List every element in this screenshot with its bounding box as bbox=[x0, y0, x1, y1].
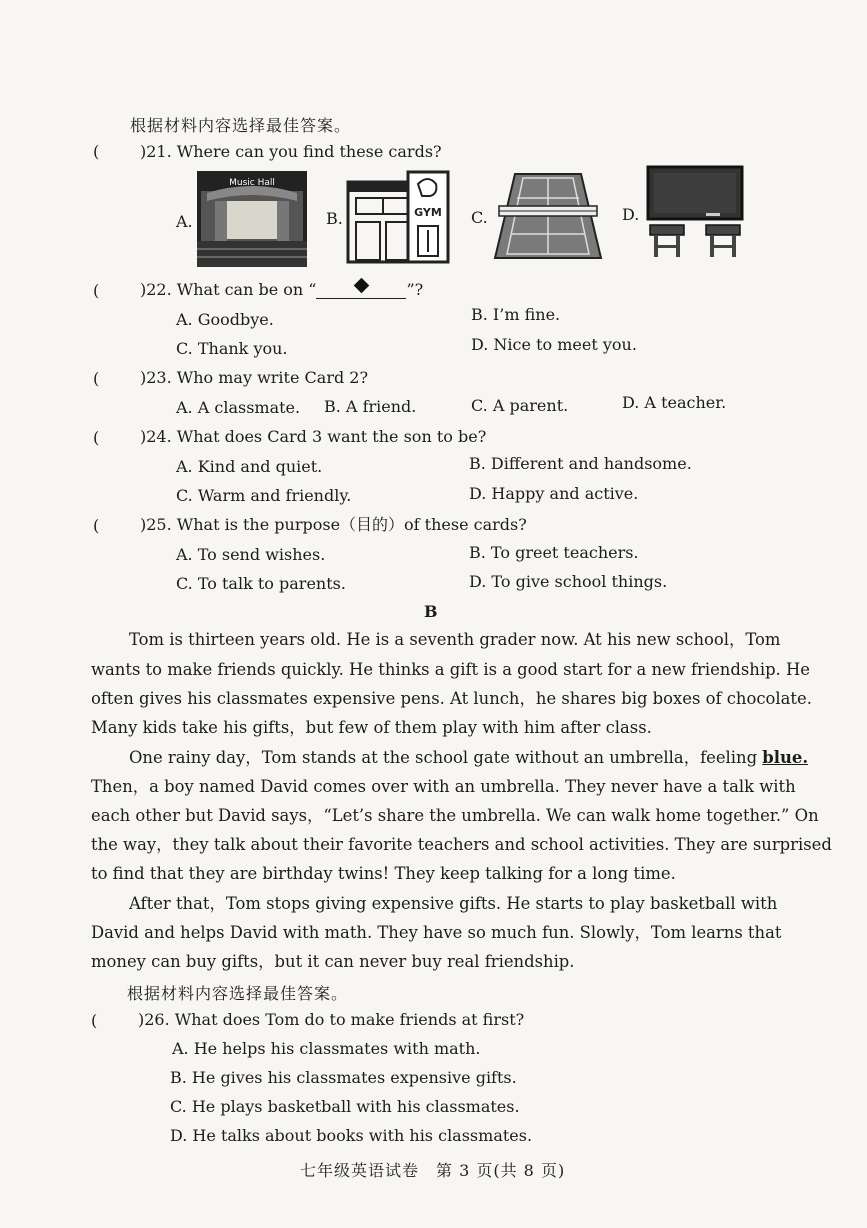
answer-paren-21: ( bbox=[93, 142, 100, 161]
passage-line-4: Many kids take his gifts，but few of them play with him after class. bbox=[91, 718, 652, 737]
q23-option-b: B. A friend. bbox=[324, 397, 417, 416]
music-hall-caption: Music Hall bbox=[229, 178, 275, 188]
q26-option-a: A. He helps his classmates with math. bbox=[172, 1039, 481, 1058]
question-26 bbox=[138, 1010, 524, 1030]
passage-line-7: each other but David says，“Let’s share the umbrella. We can walk home together.” On bbox=[91, 806, 819, 825]
q25-option-b: B. To greet teachers. bbox=[469, 543, 639, 562]
q21-option-b-letter: B. bbox=[326, 209, 343, 228]
q24-number: )24. bbox=[140, 427, 172, 446]
section-b-heading: B bbox=[424, 602, 438, 621]
q22-option-a: A. Goodbye. bbox=[176, 310, 274, 329]
question-21 bbox=[140, 142, 442, 162]
q22-text-before: What can be on “ bbox=[176, 280, 317, 299]
q24-option-a: A. Kind and quiet. bbox=[176, 457, 323, 476]
q22-blank bbox=[316, 278, 406, 299]
q23-text: Who may write Card 2? bbox=[176, 368, 369, 387]
q21-number: )21. bbox=[140, 142, 172, 161]
q25-number: )25. bbox=[140, 515, 172, 534]
q22-text-after: ”? bbox=[406, 280, 424, 299]
q24-text: What does Card 3 want the son to be? bbox=[176, 427, 487, 446]
passage-line-10: After that，Tom stops giving expensive gifts. He starts to play basketball with bbox=[129, 894, 778, 913]
q21-option-d-letter: D. bbox=[622, 205, 640, 224]
music-hall-image bbox=[197, 171, 307, 267]
q22-number: )22. bbox=[140, 280, 172, 299]
q21-text: Where can you find these cards? bbox=[176, 142, 442, 161]
q26-option-d: D. He talks about books with his classmates. bbox=[170, 1126, 533, 1145]
passage-line-2: wants to make friends quickly. He thinks a gift is a good start for a new friendship. He bbox=[91, 660, 810, 679]
q26-option-c: C. He plays basketball with his classmates. bbox=[170, 1097, 520, 1116]
q22-option-b: B. I’m fine. bbox=[471, 305, 561, 324]
answer-paren-26: ( bbox=[91, 1011, 98, 1030]
instruction-b: 根据材料内容选择最佳答案。 bbox=[127, 984, 349, 1003]
q24-option-d: D. Happy and active. bbox=[469, 484, 639, 503]
q26-number: )26. bbox=[138, 1010, 170, 1029]
gym-caption: GYM bbox=[414, 206, 442, 219]
passage-line-3: often gives his classmates expensive pens. At lunch，he shares big boxes of chocolate. bbox=[91, 689, 812, 708]
passage-line-6: Then，a boy named David comes over with an umbrella. They never have a talk with bbox=[91, 777, 796, 796]
q22-option-c: C. Thank you. bbox=[176, 339, 288, 358]
q25-option-d: D. To give school things. bbox=[469, 572, 668, 591]
answer-paren-23: ( bbox=[93, 369, 100, 388]
q23-number: )23. bbox=[140, 368, 172, 387]
passage-line-5-text: One rainy day，Tom stands at the school gate without an umbrella，feeling bbox=[129, 748, 763, 767]
passage-line-8: the way，they talk about their favorite teachers and school activities. They are surprised bbox=[91, 835, 832, 854]
gym-building-image bbox=[346, 170, 452, 264]
question-24 bbox=[140, 427, 486, 447]
tennis-court-image bbox=[493, 172, 603, 260]
question-22 bbox=[140, 280, 423, 301]
answer-paren-22: ( bbox=[93, 281, 100, 300]
q22-option-d: D. Nice to meet you. bbox=[471, 335, 637, 354]
q23-option-a: A. A classmate. bbox=[176, 398, 301, 417]
question-25 bbox=[140, 515, 527, 535]
answer-paren-24: ( bbox=[93, 428, 100, 447]
passage-line-5 bbox=[129, 748, 808, 768]
q21-option-a-letter: A. bbox=[176, 212, 193, 231]
diamond-icon bbox=[354, 278, 370, 294]
bold-word-blue: blue. bbox=[762, 748, 809, 767]
q25-option-a: A. To send wishes. bbox=[176, 545, 326, 564]
instruction-a: 根据材料内容选择最佳答案。 bbox=[130, 116, 352, 135]
page-footer: 七年级英语试卷 第 3 页(共 8 页) bbox=[300, 1161, 566, 1180]
q25-option-c: C. To talk to parents. bbox=[176, 574, 346, 593]
q25-text: What is the purpose（目的）of these cards? bbox=[176, 515, 527, 534]
question-23 bbox=[140, 368, 368, 388]
q24-option-c: C. Warm and friendly. bbox=[176, 486, 352, 505]
passage-line-1: Tom is thirteen years old. He is a seventh grader now. At his new school，Tom bbox=[129, 630, 781, 649]
classroom-image bbox=[646, 165, 744, 259]
passage-line-9: to find that they are birthday twins! They keep talking for a long time. bbox=[91, 864, 676, 883]
q26-text: What does Tom do to make friends at first? bbox=[174, 1010, 525, 1029]
q26-option-b: B. He gives his classmates expensive gifts. bbox=[170, 1068, 517, 1087]
q23-option-c: C. A parent. bbox=[471, 396, 569, 415]
passage-line-12: money can buy gifts，but it can never buy real friendship. bbox=[91, 952, 575, 971]
passage-line-11: David and helps David with math. They have so much fun. Slowly，Tom learns that bbox=[91, 923, 782, 942]
answer-paren-25: ( bbox=[93, 516, 100, 535]
q23-option-d: D. A teacher. bbox=[622, 393, 727, 412]
q24-option-b: B. Different and handsome. bbox=[469, 454, 692, 473]
q21-option-c-letter: C. bbox=[471, 208, 488, 227]
